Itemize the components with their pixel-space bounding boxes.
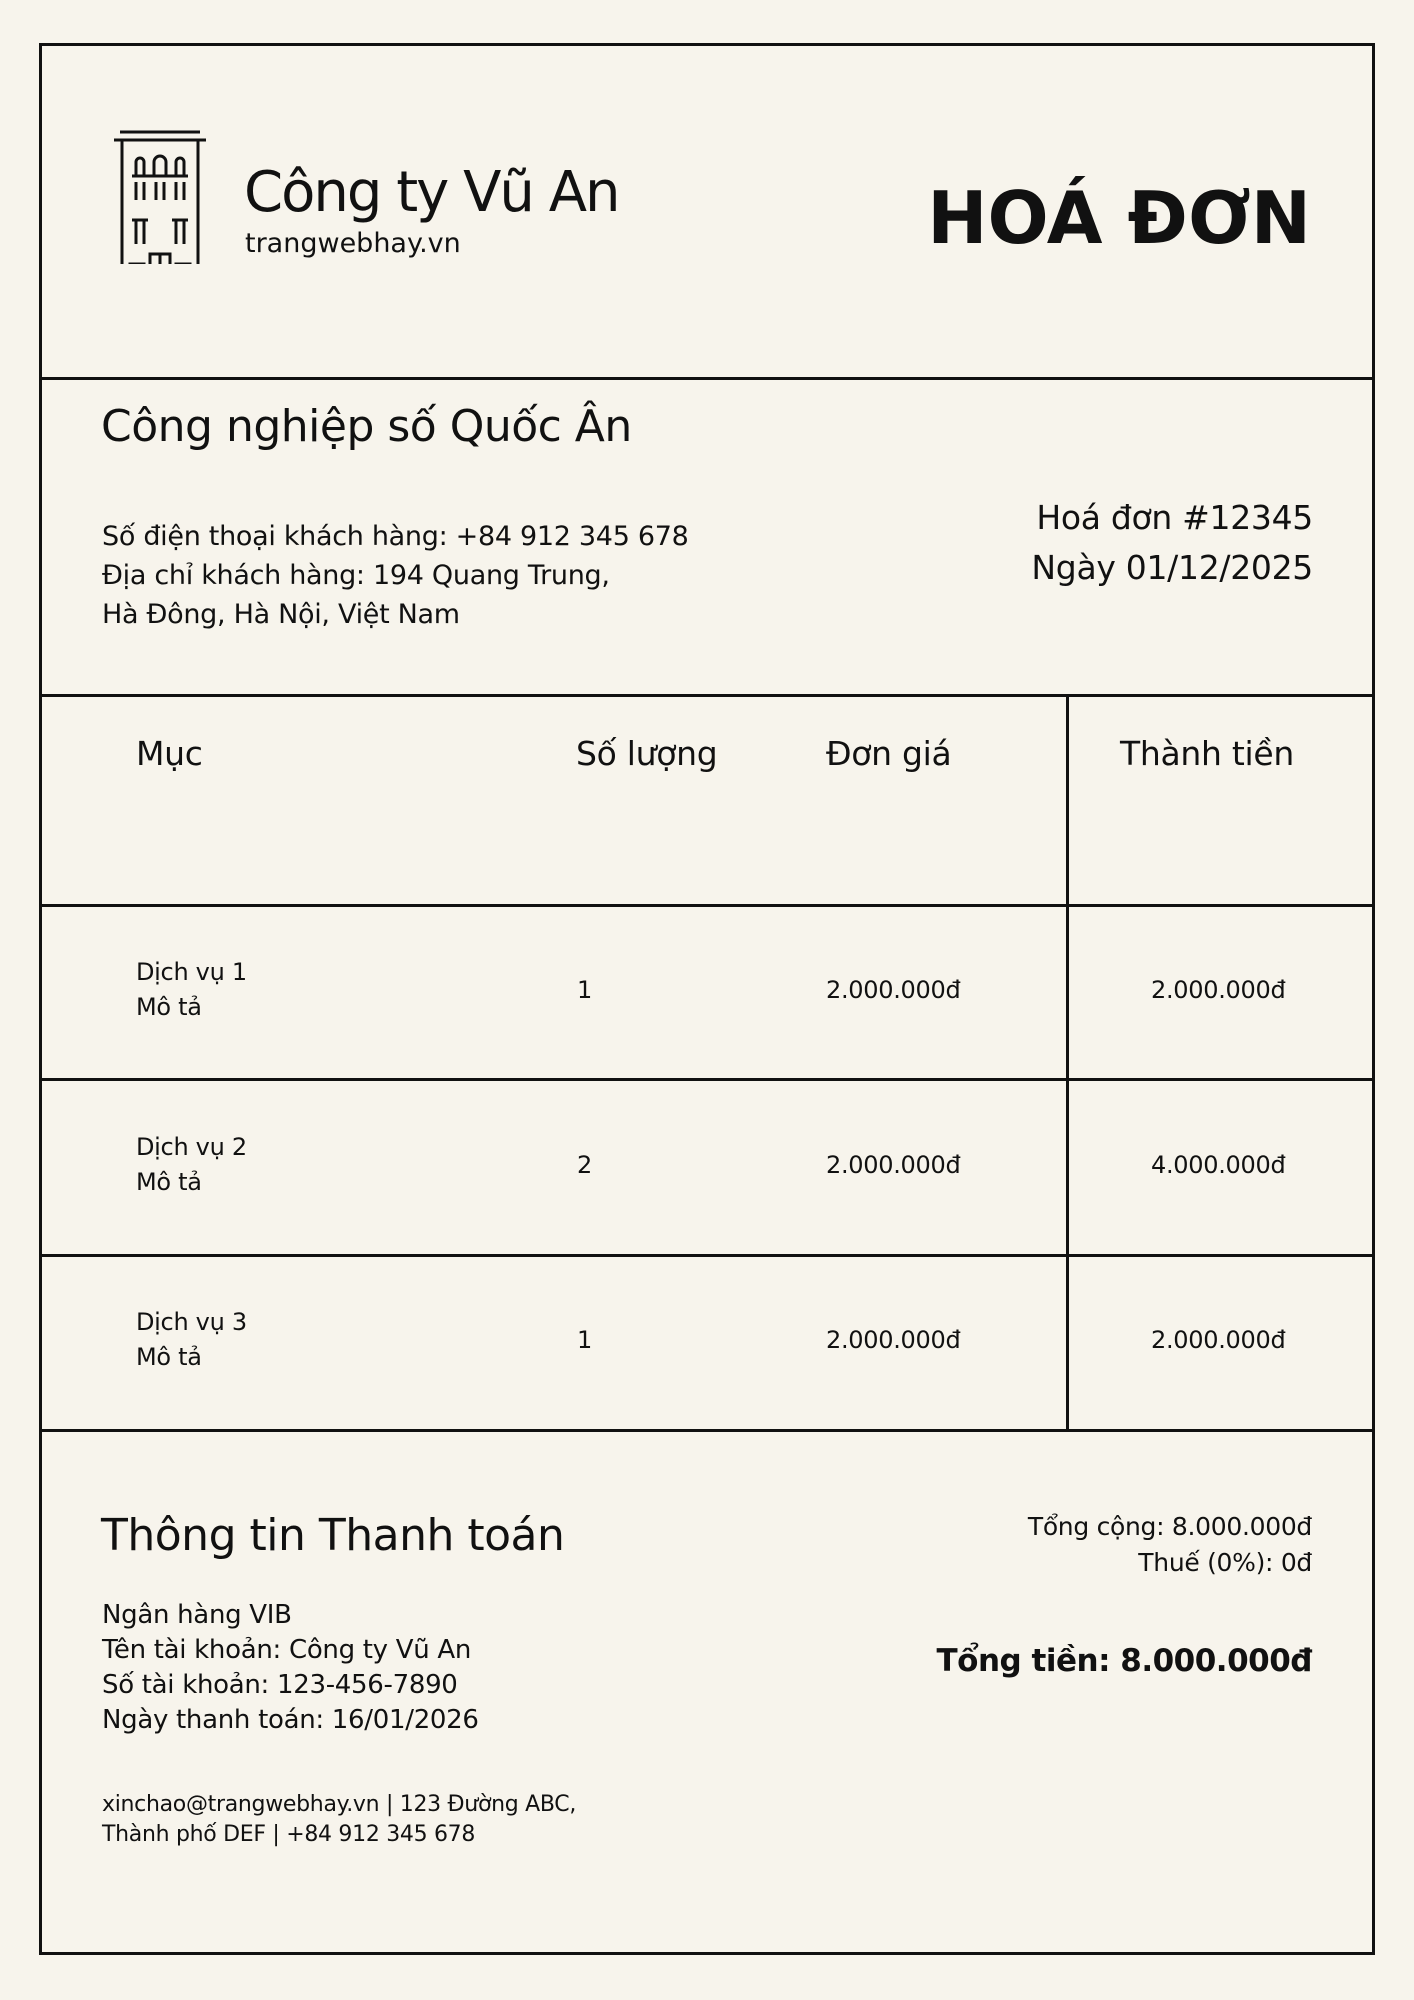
header-divider [42, 377, 1372, 380]
column-header-unit-price: Đơn giá [826, 734, 952, 773]
row-1-item-name: Dịch vụ 1 [136, 958, 247, 986]
tax: Thuế (0%): 0đ [1138, 1548, 1312, 1577]
customer-address-line-2: Hà Đông, Hà Nội, Việt Nam [102, 599, 460, 630]
row-2-amount: 4.000.000đ [1151, 1151, 1286, 1179]
payment-due-date: Ngày thanh toán: 16/01/2026 [102, 1705, 479, 1735]
row-3-amount: 2.000.000đ [1151, 1326, 1286, 1354]
row-2-quantity: 2 [577, 1151, 592, 1179]
table-header-divider [42, 904, 1372, 907]
subtotal: Tổng cộng: 8.000.000đ [1027, 1512, 1312, 1541]
customer-address-line-1: Địa chỉ khách hàng: 194 Quang Trung, [102, 560, 610, 591]
customer-divider [42, 694, 1372, 697]
document-title: HOÁ ĐƠN [927, 176, 1311, 260]
table-row-divider [42, 1078, 1372, 1081]
customer-phone: Số điện thoại khách hàng: +84 912 345 678 [102, 521, 689, 552]
row-2-item-name: Dịch vụ 2 [136, 1133, 247, 1161]
row-3-item-name: Dịch vụ 3 [136, 1308, 247, 1336]
invoice-date: Ngày 01/12/2025 [1031, 548, 1313, 587]
contact-line-1: xinchao@trangwebhay.vn | 123 Đường ABC, [102, 1792, 577, 1817]
row-1-item-description: Mô tả [136, 993, 202, 1021]
grand-total: Tổng tiền: 8.000.000đ [936, 1643, 1312, 1679]
invoice-number: Hoá đơn #12345 [1036, 498, 1313, 537]
row-3-item-description: Mô tả [136, 1343, 202, 1371]
table-row-divider [42, 1254, 1372, 1257]
payment-account-number: Số tài khoản: 123-456-7890 [102, 1670, 458, 1700]
contact-line-2: Thành phố DEF | +84 912 345 678 [102, 1822, 476, 1847]
building-icon [100, 84, 220, 264]
row-2-item-description: Mô tả [136, 1168, 202, 1196]
company-website[interactable]: trangwebhay.vn [245, 228, 461, 259]
company-name: Công ty Vũ An [244, 160, 619, 225]
row-1-unit-price: 2.000.000đ [826, 976, 961, 1004]
row-3-quantity: 1 [577, 1326, 592, 1354]
column-header-quantity: Số lượng [576, 734, 718, 773]
row-1-amount: 2.000.000đ [1151, 976, 1286, 1004]
row-2-unit-price: 2.000.000đ [826, 1151, 961, 1179]
table-bottom-divider [42, 1429, 1372, 1432]
payment-info-title: Thông tin Thanh toán [101, 1510, 565, 1561]
column-header-item: Mục [136, 734, 203, 773]
row-1-quantity: 1 [577, 976, 592, 1004]
row-3-unit-price: 2.000.000đ [826, 1326, 961, 1354]
payment-account-name: Tên tài khoản: Công ty Vũ An [102, 1635, 472, 1665]
amount-column-divider [1066, 696, 1069, 1431]
customer-name: Công nghiệp số Quốc Ân [101, 401, 632, 452]
payment-bank: Ngân hàng VIB [102, 1600, 292, 1630]
column-header-amount: Thành tiền [1120, 734, 1294, 773]
